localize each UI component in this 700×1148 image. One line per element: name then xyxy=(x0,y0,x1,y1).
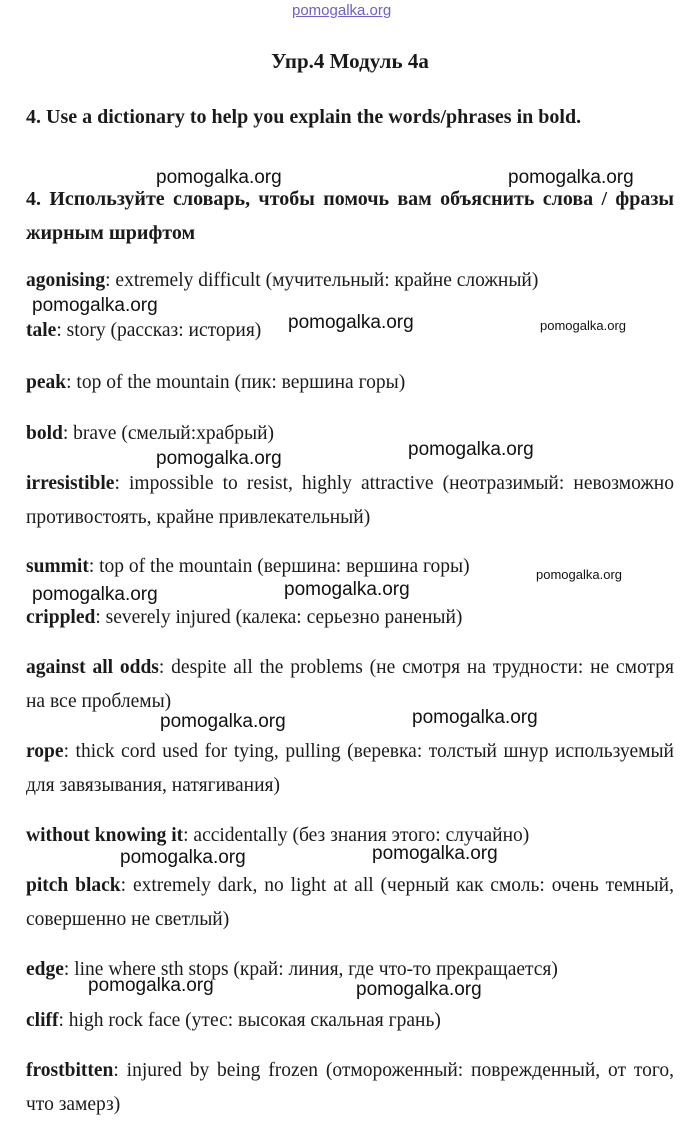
vocab-definition: : brave (смелый:храбрый) xyxy=(62,423,275,444)
vocab-definition: : top of the mountain (вершина: вершина горы) xyxy=(88,556,470,577)
page-title: Упр.4 Модуль 4а xyxy=(271,49,429,73)
vocab-definition: : accidentally (без знания этого: случайно) xyxy=(183,825,530,846)
watermark: pomogalka.org xyxy=(540,318,626,333)
vocab-definition: : top of the mountain (пик: вершина горы) xyxy=(66,372,406,393)
vocab-term: irresistible xyxy=(26,473,115,494)
vocab-term: edge xyxy=(26,959,64,980)
watermark: pomogalka.org xyxy=(88,975,214,996)
vocab-definition: : high rock face (утес: высокая скальная грань) xyxy=(58,1010,441,1031)
vocab-term: rope xyxy=(26,741,64,762)
watermark: pomogalka.org xyxy=(32,295,158,316)
vocab-term: without knowing it xyxy=(26,825,184,846)
vocab-term: pitch black xyxy=(26,875,121,896)
vocab-definition: : story (рассказ: история) xyxy=(56,320,262,341)
vocab-entry xyxy=(26,264,674,298)
vocab-term: against all odds xyxy=(26,657,159,678)
task-english: 4. Use a dictionary to help you explain the words/phrases in bold. xyxy=(26,106,582,128)
vocab-definition: : despite all the problems (не смотря на трудности: не смотря на все проблемы) xyxy=(26,657,674,712)
vocab-term: crippled xyxy=(26,607,96,628)
vocab-entry xyxy=(26,467,674,535)
vocab-entry xyxy=(26,1004,674,1038)
watermark: pomogalka.org xyxy=(288,312,414,333)
watermark: pomogalka.org xyxy=(408,439,534,460)
vocab-term: peak xyxy=(26,372,67,393)
watermark: pomogalka.org xyxy=(156,167,282,188)
vocab-definition: : extremely dark, no light at all (черный как смоль: очень темный, совершенно не светлый) xyxy=(26,875,674,930)
watermark: pomogalka.org xyxy=(120,847,246,868)
watermark: pomogalka.org xyxy=(536,567,622,582)
vocab-term: summit xyxy=(26,556,89,577)
vocab-entry xyxy=(26,735,674,803)
vocab-term: cliff xyxy=(26,1010,59,1031)
vocab-definition: : extremely difficult (мучительный: крайне сложный) xyxy=(105,270,539,291)
vocab-entry xyxy=(26,869,674,937)
vocab-definition: : impossible to resist, highly attractive (неотразимый: невозможно противостоять, крайне привлекательный) xyxy=(26,473,674,528)
vocab-term: bold xyxy=(26,423,63,444)
watermark: pomogalka.org xyxy=(32,584,158,605)
watermark: pomogalka.org xyxy=(156,448,282,469)
vocab-definition: : severely injured (калека: серьезно раненый) xyxy=(95,607,463,628)
watermark: pomogalka.org xyxy=(412,707,538,728)
vocab-entry xyxy=(26,366,674,400)
vocab-definition: : thick cord used for tying, pulling (веревка: толстый шнур используемый для завязывания, натягивания) xyxy=(26,741,674,796)
vocab-entry xyxy=(26,651,674,719)
watermark: pomogalka.org xyxy=(160,711,286,732)
watermark: pomogalka.org xyxy=(372,843,498,864)
vocab-term: tale xyxy=(26,320,57,341)
watermark: pomogalka.org xyxy=(356,979,482,1000)
watermark: pomogalka.org xyxy=(284,579,410,600)
vocab-term: agonising xyxy=(26,270,106,291)
vocab-definition: : injured by being frozen (отмороженный: поврежденный, от того, что замерз) xyxy=(26,1060,674,1115)
vocab-entry xyxy=(26,417,674,451)
task-russian: 4. Используйте словарь, чтобы помочь вам объяснить слова / фразы жирным шрифтом xyxy=(26,188,674,244)
vocab-definition: : line where sth stops (край: линия, где что-то прекращается) xyxy=(63,959,558,980)
vocab-entry xyxy=(26,1054,674,1122)
vocab-term: frostbitten xyxy=(26,1060,114,1081)
site-link[interactable]: pomogalka.org xyxy=(292,2,392,19)
vocab-entry xyxy=(26,601,674,635)
watermark: pomogalka.org xyxy=(508,167,634,188)
